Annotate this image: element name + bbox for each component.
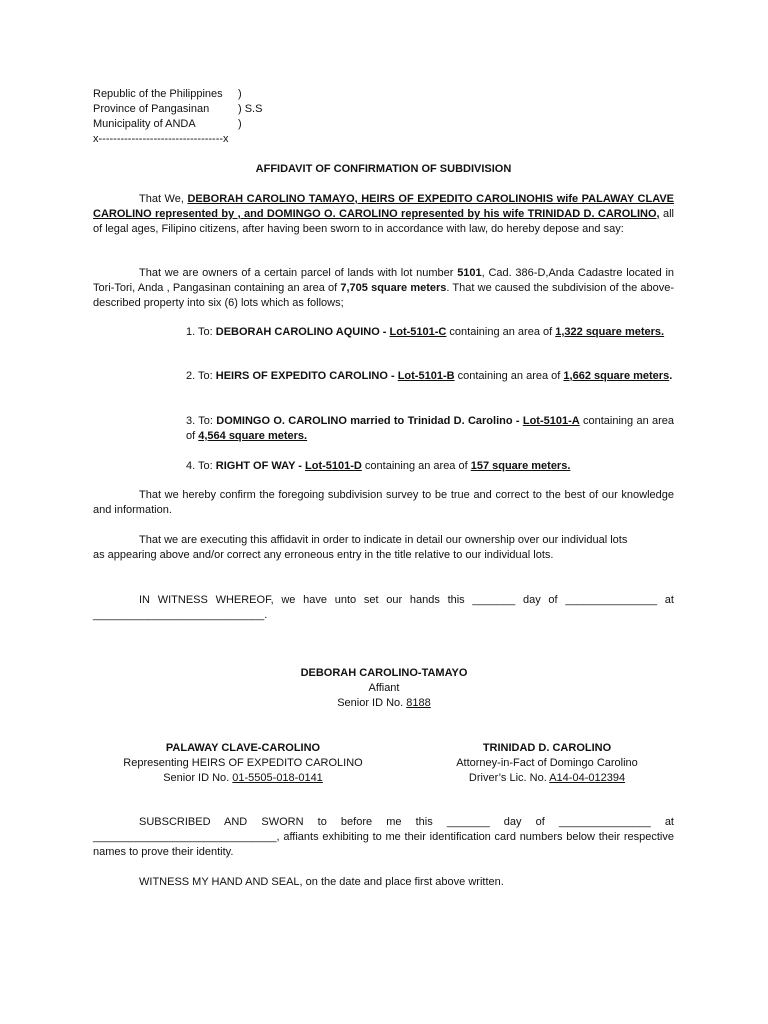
lot-area: 1,322 square meters.: [555, 326, 665, 338]
signatory-id: [420, 771, 674, 786]
signatory-name: DEBORAH CAROLINO-TAMAYO: [300, 667, 468, 679]
signatory-id: [93, 771, 393, 786]
witness-paragraph: IN WITNESS WHEREOF, we have unto set our hands this _______ day of _______________ at ____________________________.: [93, 594, 674, 621]
venue-line: [93, 117, 674, 132]
lot-dash: -: [512, 415, 523, 427]
total-area: 7,705 square meters: [340, 282, 447, 294]
lot-dash: -: [295, 460, 306, 472]
lot-text: containing an area of: [361, 460, 471, 472]
lot-text: containing an area of: [186, 415, 675, 442]
closing-line: WITNESS MY HAND AND SEAL, on the date and place first above written.: [139, 876, 504, 888]
venue-separator: x----------------------------------x: [93, 133, 229, 145]
signatory-name: TRINIDAD D. CAROLINO: [482, 742, 612, 754]
venue-line: [93, 102, 674, 117]
executing-line: That we are executing this affidavit in order to indicate in detail our ownership over our individual lots: [139, 534, 628, 546]
lot-item: [186, 369, 674, 384]
intro-paragraph: [93, 192, 674, 237]
lot-dash: -: [387, 370, 398, 382]
venue-mark: ): [238, 88, 242, 100]
id-label: Senior ID No.: [337, 697, 407, 709]
signatory-role: Affiant: [368, 682, 400, 694]
lot-area: 1,662 square meters: [563, 370, 670, 382]
lot-id: Lot-5101-B: [397, 370, 455, 382]
lot-dash: -: [379, 326, 390, 338]
ownership-text: , Cad. 386-D,Anda Cadastre located in Tori-Tori, Anda , Pangasinan containing an area of: [93, 267, 675, 294]
id-label: Senior ID No.: [163, 772, 233, 784]
signatory-name: PALAWAY CLAVE-CAROLINO: [165, 742, 321, 754]
lot-item-number: 4. To:: [186, 460, 216, 472]
lot-text: containing an area of: [454, 370, 564, 382]
lot-item-number: 3. To:: [186, 415, 217, 427]
lot-tail: .: [669, 370, 673, 382]
signatory-id: [234, 696, 534, 711]
intro-lead: That We,: [139, 193, 188, 205]
lot-owner: HEIRS OF EXPEDITO CAROLINO: [215, 370, 388, 382]
lot-item: [186, 459, 674, 474]
ownership-text: That we are owners of a certain parcel of lands with lot number: [139, 267, 458, 279]
ownership-paragraph: [93, 266, 674, 311]
id-value: 8188: [406, 697, 431, 709]
lot-area: 157 square meters.: [470, 460, 571, 472]
main-affiant-signature: [234, 666, 534, 711]
lot-area: 4,564 square meters.: [198, 430, 308, 442]
lot-item: [186, 414, 674, 444]
venue-mark: ): [238, 118, 242, 130]
lot-id: Lot-5101-C: [389, 326, 447, 338]
venue-province: Province of Pangasinan: [93, 103, 210, 115]
confirm-paragraph: That we hereby confirm the foregoing subdivision survey to be true and correct to the best of our knowledge and information.: [93, 489, 674, 516]
venue-municipality: Municipality of ANDA: [93, 118, 196, 130]
lot-owner: RIGHT OF WAY: [215, 460, 296, 472]
jurat-paragraph: SUBSCRIBED AND SWORN to before me this _______ day of _______________ at ______________________________, affiants exhibiting to me their identification card numbers below their respective names to prove their identity.: [93, 816, 674, 858]
lot-owner: DEBORAH CAROLINO AQUINO: [215, 326, 380, 338]
id-label: Driver’s Lic. No.: [468, 772, 550, 784]
lot-id: Lot-5101-A: [522, 415, 580, 427]
lot-item-number: 1. To:: [186, 326, 216, 338]
venue-mark: ) S.S: [238, 103, 263, 115]
signatory-role: Representing HEIRS OF EXPEDITO CAROLINO: [123, 757, 363, 769]
venue-block: [93, 87, 674, 147]
ownership-text: . That we caused the subdivision of the above-described property into six (6) lots which as follows;: [93, 282, 674, 309]
id-value: A14-04-012394: [549, 772, 626, 784]
lot-number: 5101: [457, 267, 482, 279]
intro-rest: all of legal ages, Filipino citizens, after having been sworn to in accordance with law, do hereby depose and say:: [93, 208, 674, 235]
executing-line: as appearing above and/or correct any erroneous entry in the title relative to our individual lots.: [93, 549, 554, 561]
lot-owner: DOMINGO O. CAROLINO married to Trinidad D. Carolino: [216, 415, 513, 427]
venue-country: Republic of the Philippines: [93, 88, 223, 100]
left-signatory-signature: [93, 741, 393, 786]
id-value: 01-5505-018-0141: [232, 772, 323, 784]
venue-line: [93, 87, 674, 102]
lot-item: [186, 325, 674, 340]
right-signatory-signature: [420, 741, 674, 786]
lot-id: Lot-5101-D: [305, 460, 362, 472]
intro-parties: DEBORAH CAROLINO TAMAYO, HEIRS OF EXPEDITO CAROLINOHIS wife PALAWAY CLAVE CAROLINO represented by , and DOMINGO O. CAROLINO represented by his wife TRINIDAD D. CAROLINO,: [93, 193, 675, 220]
lot-item-number: 2. To:: [186, 370, 216, 382]
signatory-role: Attorney-in-Fact of Domingo Carolino: [456, 757, 638, 769]
document-title: AFFIDAVIT OF CONFIRMATION OF SUBDIVISION: [255, 163, 512, 175]
lot-text: containing an area of: [446, 326, 556, 338]
